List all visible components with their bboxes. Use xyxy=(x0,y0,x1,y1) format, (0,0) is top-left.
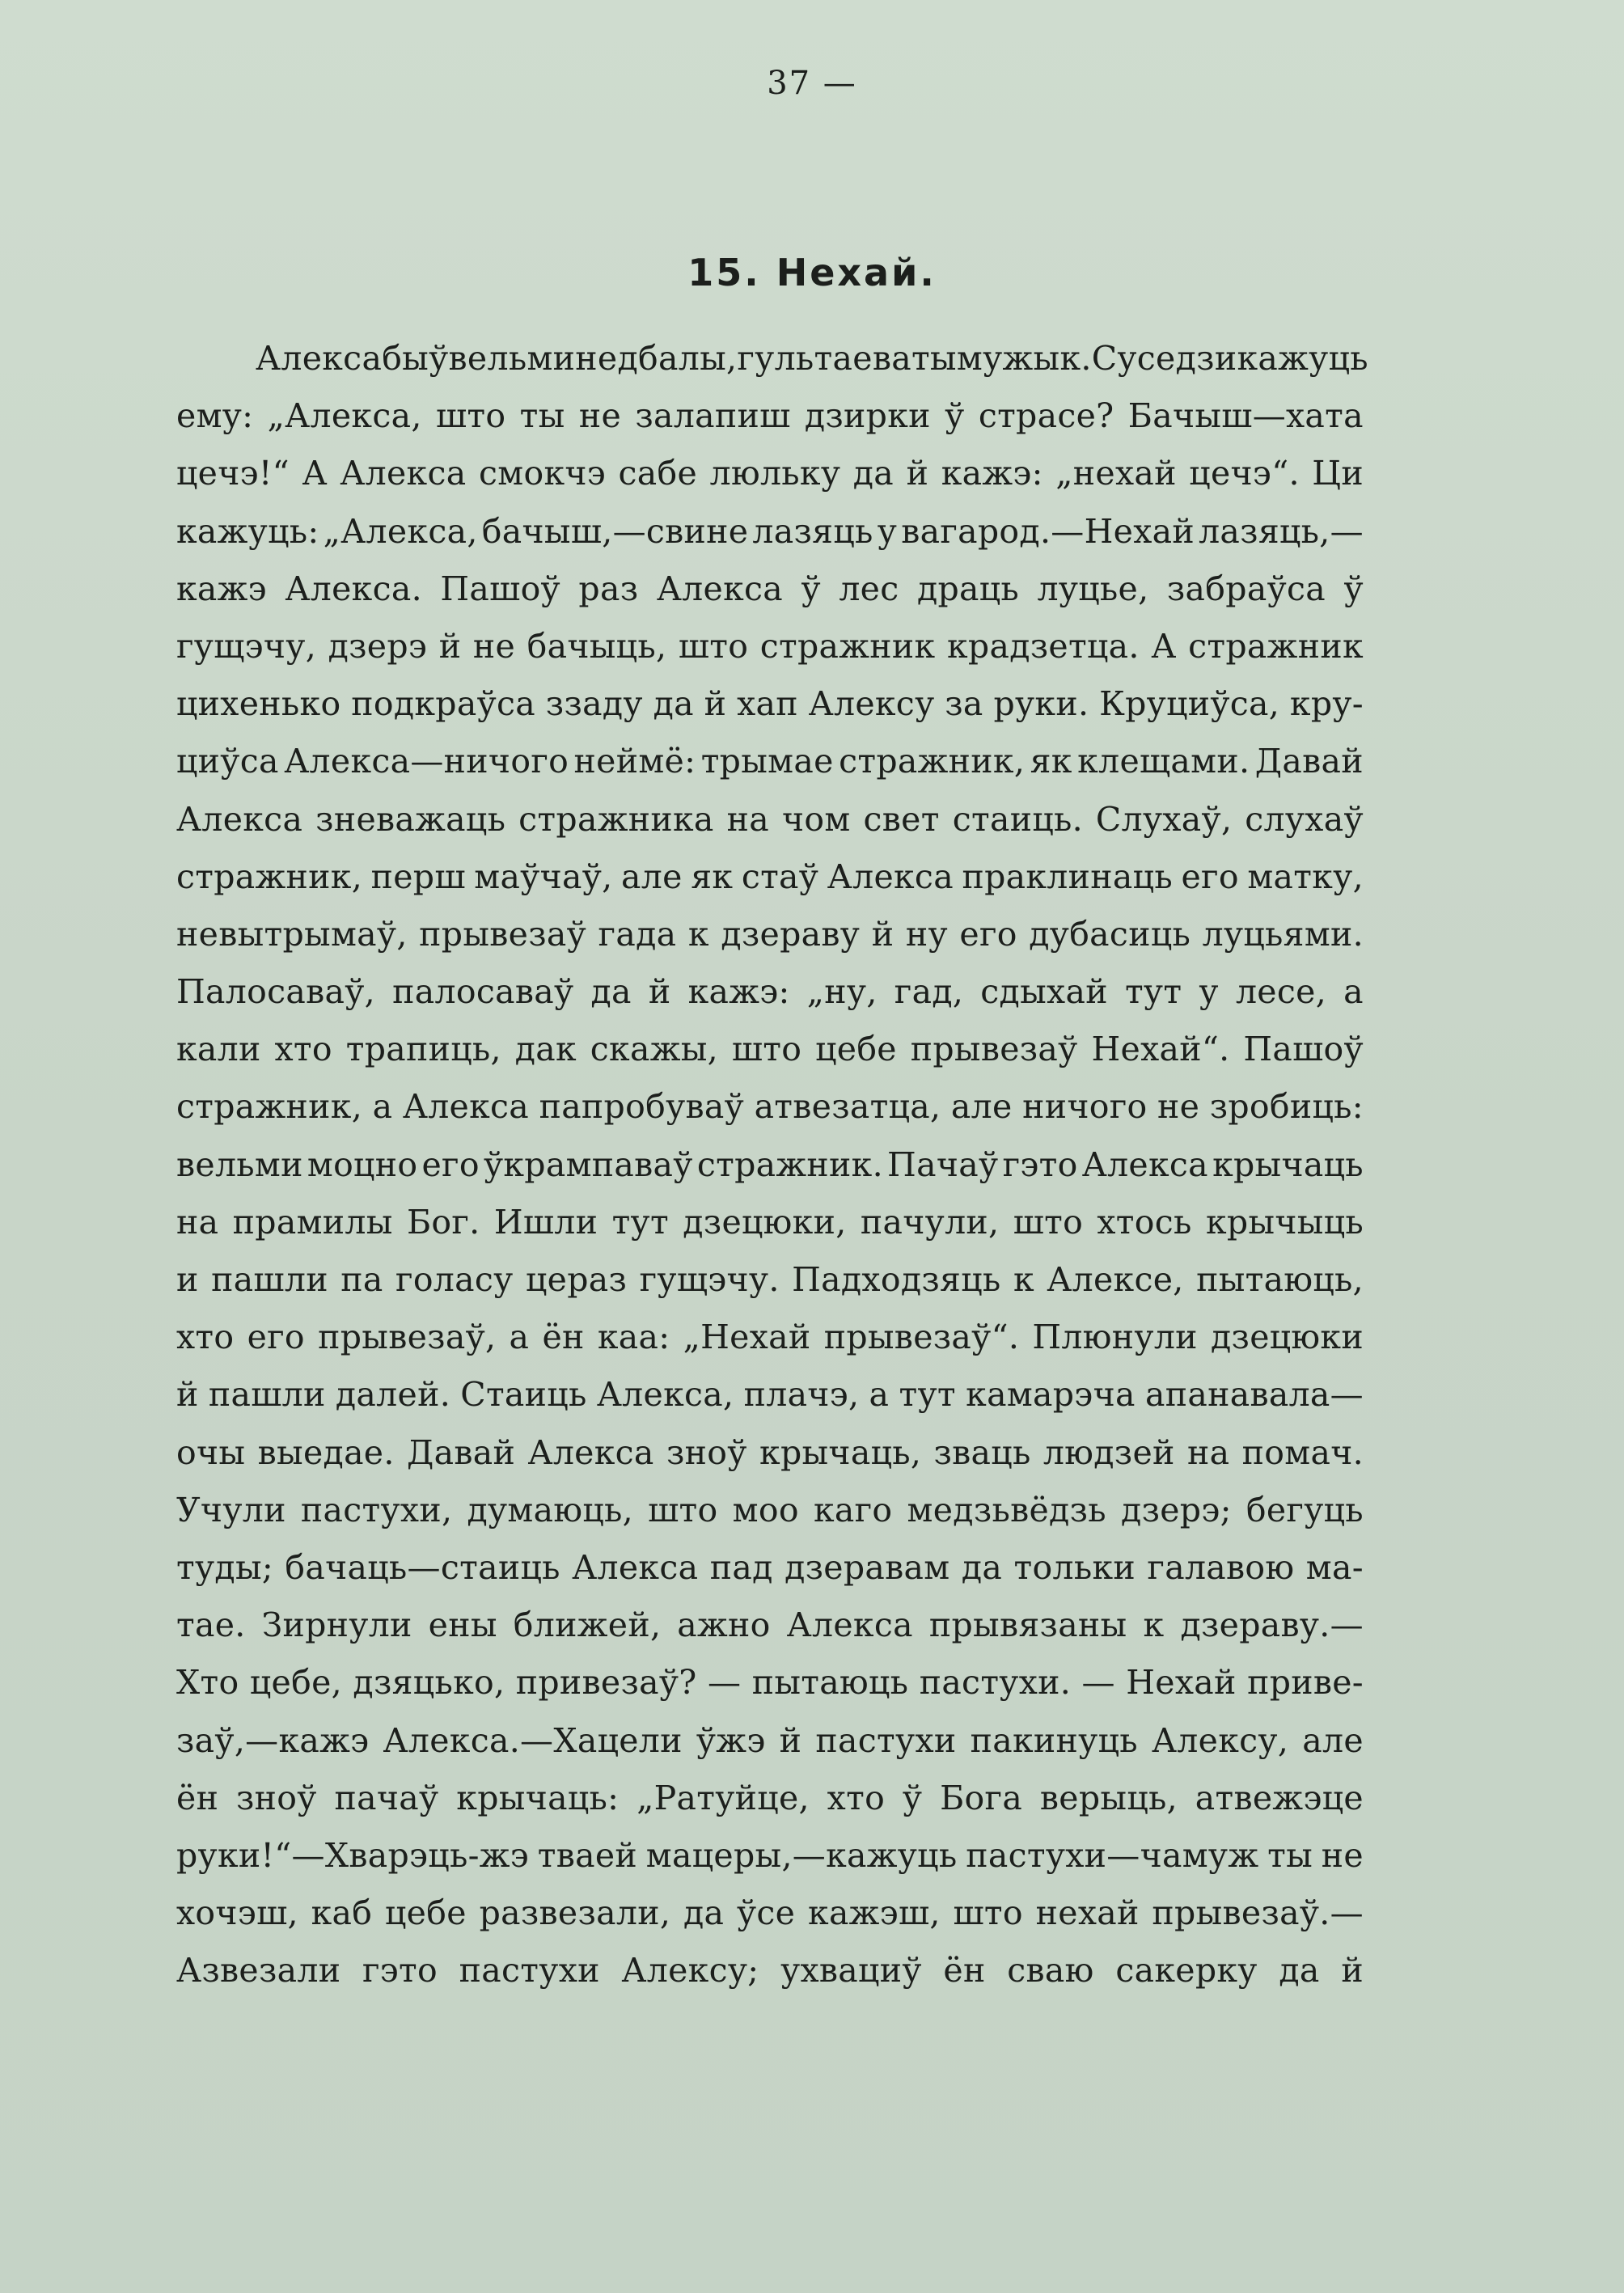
text-line: туды; бачаць—стаиць Алекса пад дзеравам да тольки галавою ма- xyxy=(176,1547,1364,1587)
text-line: кали хто трапиць, дак скажы, што цебе прывезаў Нехай“. Пашоў xyxy=(176,1030,1364,1069)
story-text xyxy=(176,330,1368,1999)
text-line: стражник, а Алекса папробуваў атвезатца, але ничого не зробиць: xyxy=(176,1087,1364,1127)
text-line: кажэ Алекса. Пашоў раз Алекса ў лес драць луцье, забраўса ў xyxy=(176,569,1364,608)
text-line: Палосаваў, палосаваў да й кажэ: „ну, гад, сдыхай тут у лесе, а xyxy=(176,972,1364,1012)
text-line: кажуць: „Алекса, бачыш,—свине лазяць у вагарод.—Нехай лазяць,— xyxy=(176,511,1364,551)
story-title: 15. Нехай. xyxy=(687,251,937,294)
text-line: гущэчу, дзерэ й не бачыць, што стражник крадзетца. А стражник xyxy=(176,626,1364,666)
text-line: ён зноў пачаў крычаць: „Ратуйце, хто ў Бога верыць, атвежэце xyxy=(176,1778,1364,1817)
text-line: очы выедае. Давай Алекса зноў крычаць, зваць людзей на помач. xyxy=(176,1432,1364,1472)
text-line: тае. Зирнули ены ближей, ажно Алекса прывязаны к дзераву.— xyxy=(176,1606,1364,1645)
text-line: Алекса зневажаць стражника на чом свет стаиць. Слухаў, слухаў xyxy=(176,799,1364,839)
text-line: ему: „Алекса, што ты не залапиш дзирки ў страсе? Бачыш—хата xyxy=(176,396,1364,436)
page-number: 37 — xyxy=(767,65,857,102)
text-line: вельми моцно его ўкрампаваў стражник. Пачаў гэто Алекса крычаць xyxy=(176,1144,1364,1184)
text-line: заў,—кажэ Алекса.—Хацели ўжэ й пастухи пакинуць Алексу, але xyxy=(176,1720,1364,1760)
text-line: руки!“—Хварэць-жэ тваей мацеры,—кажуць пастухи—чамуж ты не xyxy=(176,1835,1364,1875)
text-line: стражник, перш маўчаў, але як стаў Алекса праклинаць его матку, xyxy=(176,857,1364,896)
text-line: хочэш, каб цебе развезали, да ўсе кажэш, што нехай прывезаў.— xyxy=(176,1893,1364,1933)
text-line: невытрымаў, прывезаў гада к дзераву й ну его дубасиць луцьями. xyxy=(176,914,1364,954)
text-line: и пашли па голасу цераз гущэчу. Падходзяць к Алексе, пытаюць, xyxy=(176,1260,1364,1299)
text-line: й пашли далей. Стаиць Алекса, плачэ, а тут камарэча апанавала— xyxy=(176,1375,1364,1415)
text-line: хто его прывезаў, а ён каа: „Нехай прывезаў“. Плюнули дзецюки xyxy=(176,1318,1364,1357)
text-line: цихенько подкраўса ззаду да й хап Алексу за руки. Круциўса, кру- xyxy=(176,684,1364,724)
text-line: цечэ!“ А Алекса смокчэ сабе люльку да й кажэ: „нехай цечэ“. Ци xyxy=(176,454,1364,493)
text-line: Азвезали гэто пастухи Алексу; ухвациў ён сваю сакерку да й xyxy=(176,1951,1364,1991)
text-line: на прамилы Бог. Ишли тут дзецюки, пачули, што хтось крычыць xyxy=(176,1202,1364,1242)
text-line: Алекса быў вельми недбалы, гультаеваты мужык. Суседзи кажуць xyxy=(256,339,1368,378)
text-line: Хто цебе, дзяцько, привезаў? — пытаюць пастухи. — Нехай приве- xyxy=(176,1663,1364,1703)
text-line: циўса Алекса—ничого неймё: трымае стражник, як клещами. Давай xyxy=(176,742,1364,781)
text-line: Учули пастухи, думаюць, што моо каго медзьвёдзь дзерэ; бегуць xyxy=(176,1490,1364,1529)
